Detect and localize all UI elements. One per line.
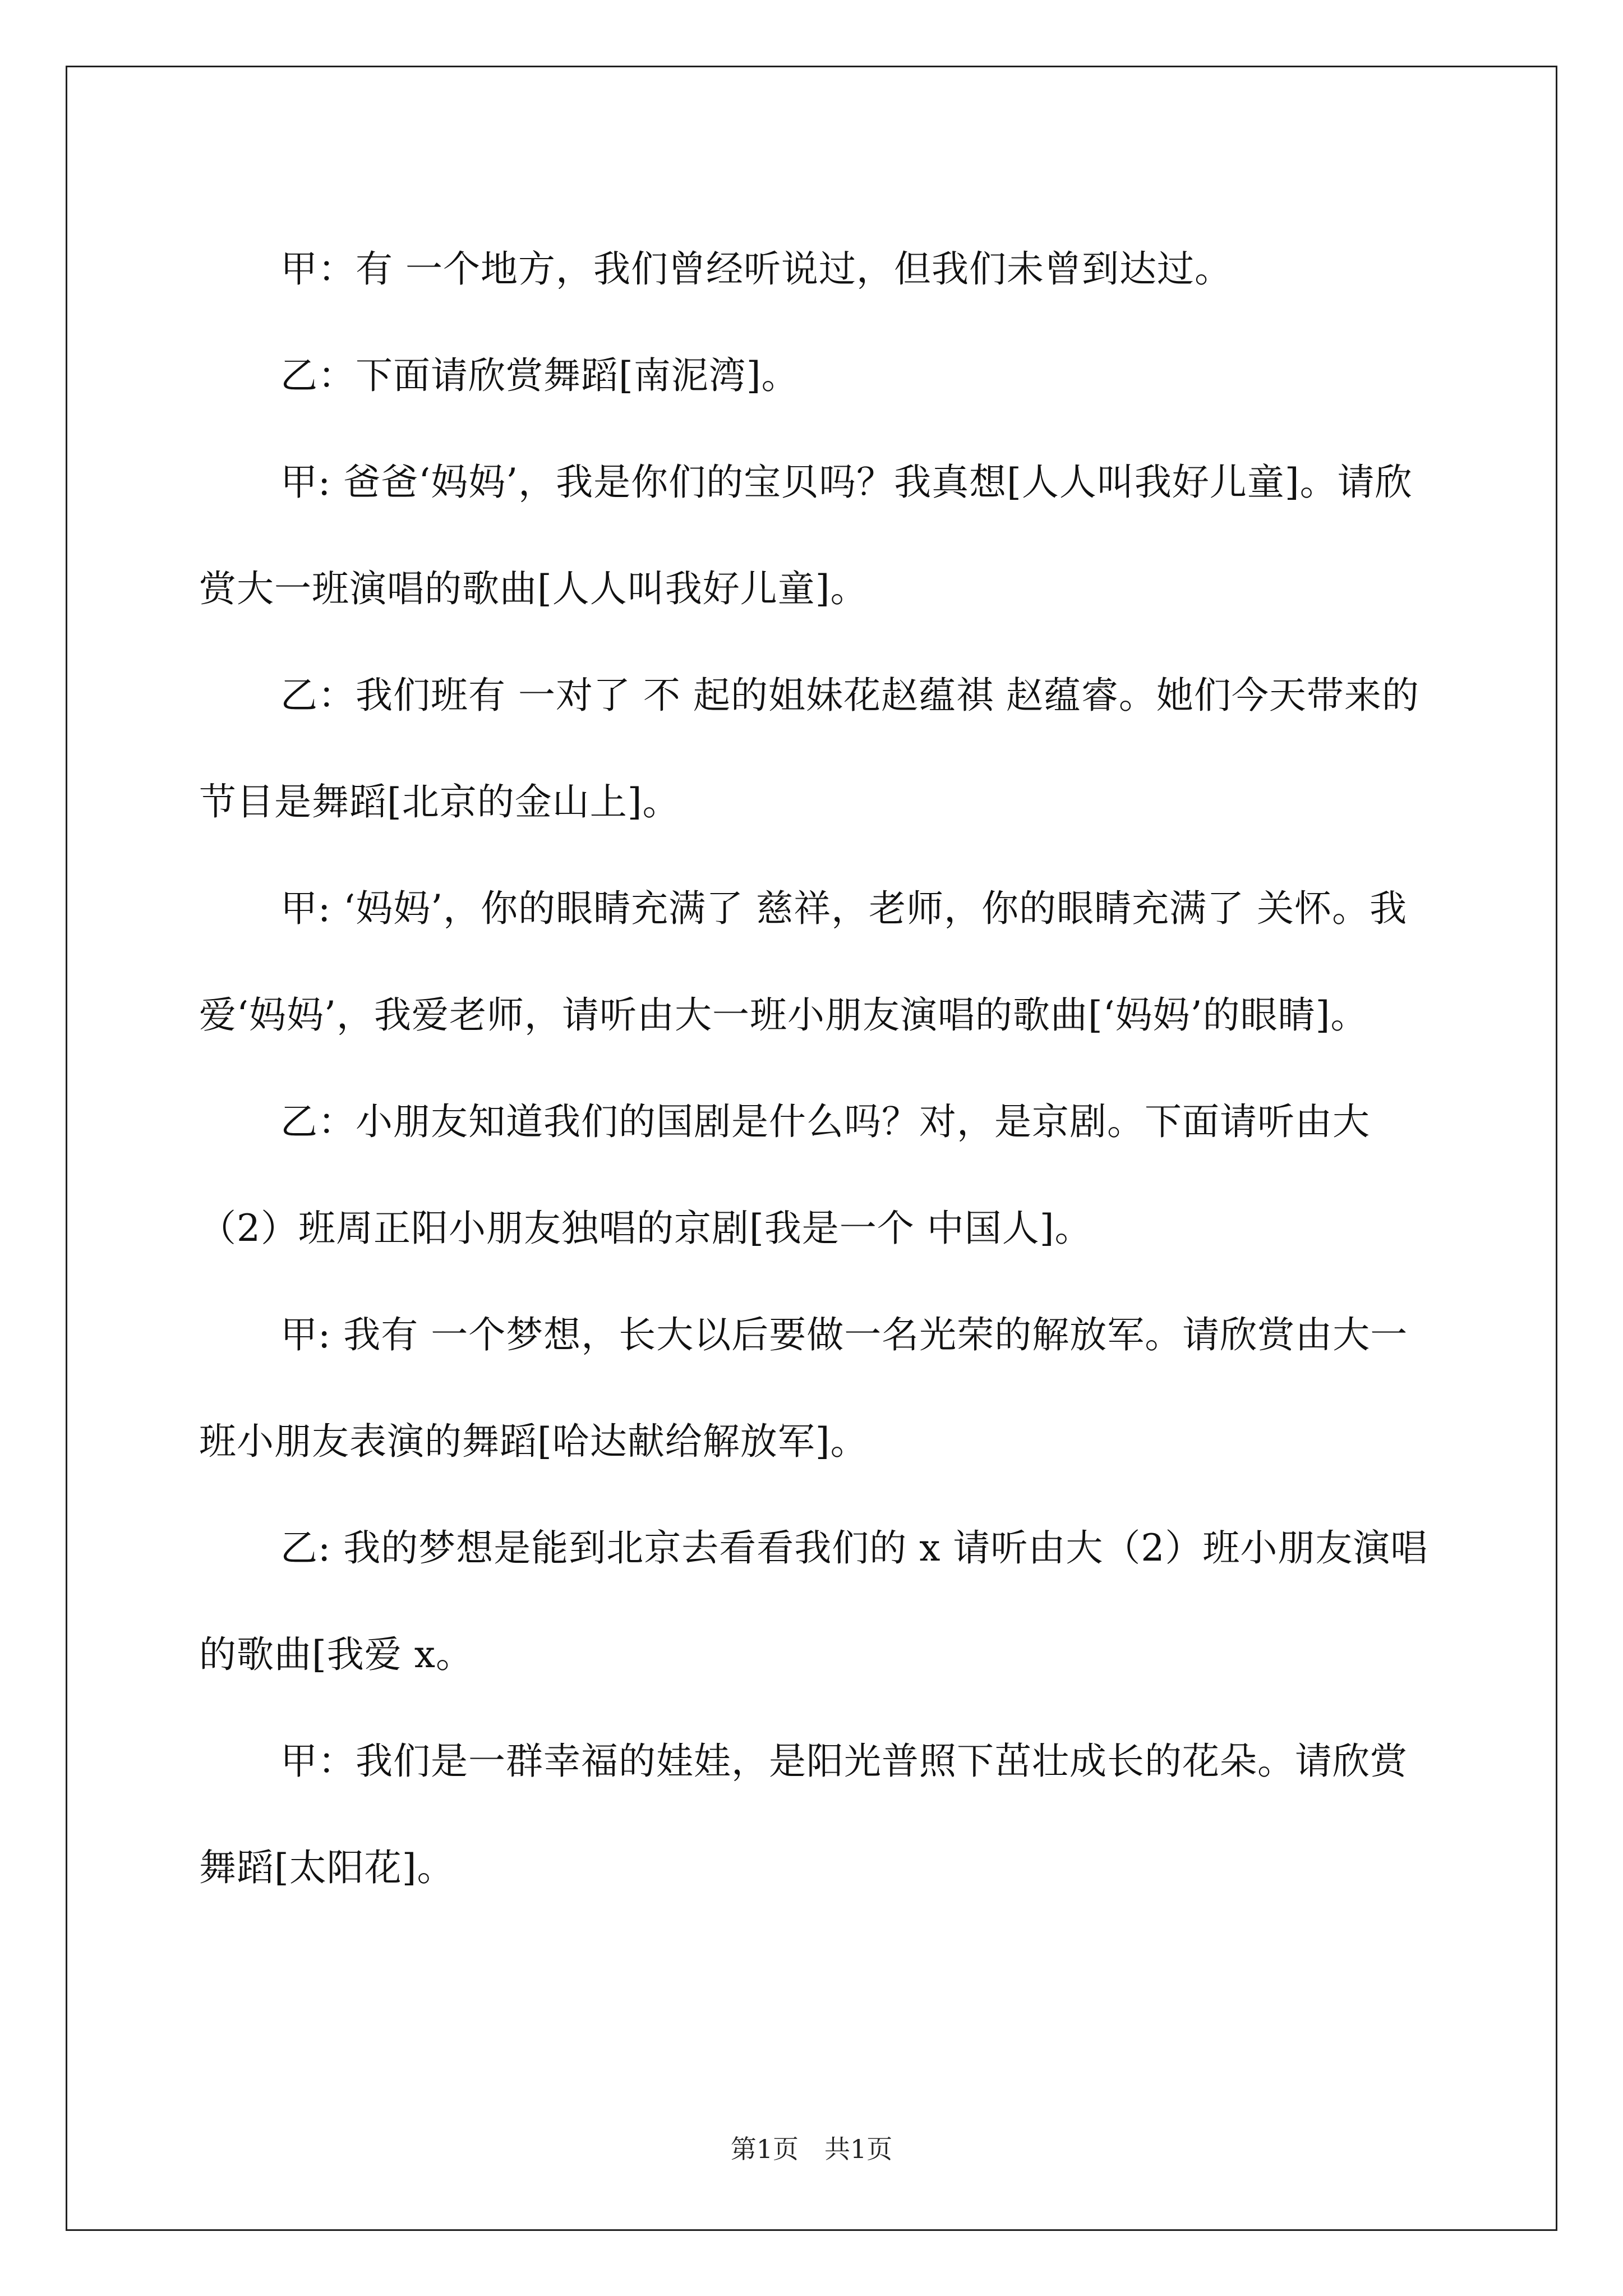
page-number-footer: 第1页 共1页: [730, 2134, 893, 2164]
paragraph: 甲: 我有 一个梦想，长大以后要做一名光荣的解放军。请欣赏由大一班小朋友表演的舞蹈[哈达献给解放军]。: [199, 1313, 1408, 1463]
paragraph: 甲: 爸爸‘妈妈’，我是你们的宝贝吗？我真想[人人叫我好儿童]。请欣赏大一班演唱的歌曲[人人叫我好儿童]。: [199, 461, 1413, 610]
paragraph: 乙：小朋友知道我们的国剧是什么吗？对，是京剧。下面请听由大（2）班周正阳小朋友独唱的京剧[我是一个 中国人]。: [199, 1100, 1370, 1250]
paragraph: 甲：有 一个地方，我们曾经听说过，但我们未曾到达过。: [280, 247, 1232, 291]
paragraph: 乙: 我的梦想是能到北京去看看我们的 x 请听由大（2）班小朋友演唱的歌曲[我爱 x。: [199, 1526, 1428, 1676]
paragraph: 乙：下面请欣赏舞蹈[南泥湾]。: [280, 354, 799, 397]
paragraph: 甲：我们是一群幸福的娃娃，是阳光普照下茁壮成长的花朵。请欣赏舞蹈[太阳花]。: [199, 1740, 1408, 1889]
document-body: [199, 216, 1430, 1921]
paragraph: 甲: ‘妈妈’，你的眼睛充满了 慈祥，老师，你的眼睛充满了 关怀。我爱‘妈妈’，我爱老师，请听由大一班小朋友演唱的歌曲[‘妈妈’的眼睛]。: [199, 887, 1408, 1037]
paragraph: 乙：我们班有 一对了 不 起的姐妹花赵蕴祺 赵蕴睿。她们今天带来的节目是舞蹈[北京的金山上]。: [199, 674, 1419, 823]
